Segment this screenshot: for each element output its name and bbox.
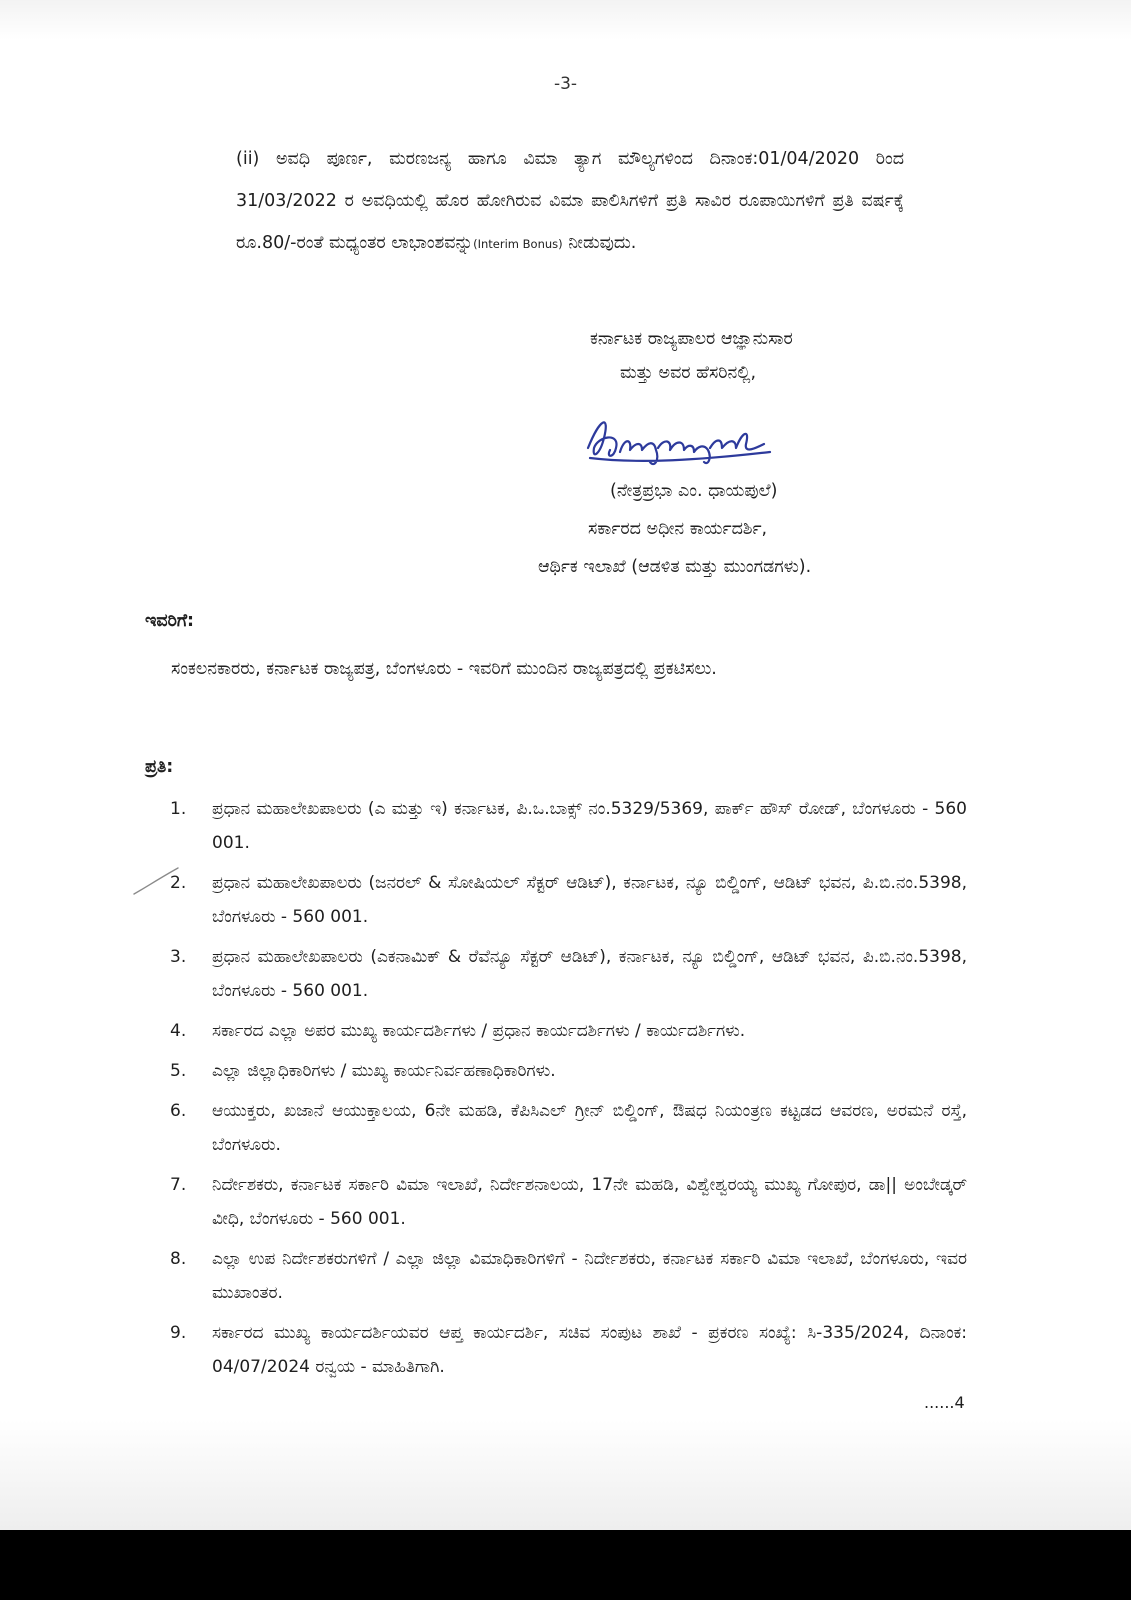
- copy-item-number: 6.: [170, 1101, 187, 1121]
- to-heading: ಇವರಿಗೆ:: [145, 611, 195, 631]
- to-text: ಸಂಕಲನಕಾರರು, ಕರ್ನಾಟಕ ರಾಜ್ಯಪತ್ರ, ಬೆಂಗಳೂರು - ಇವರಿಗೆ ಮುಂದಿನ ರಾಜ್ಯಪತ್ರದಲ್ಲಿ ಪ್ರಕಟಿಸಲು.: [171, 659, 717, 679]
- copy-list-item: [170, 1094, 970, 1162]
- copy-list-item: [170, 1316, 970, 1384]
- signatory-department: ಆರ್ಥಿಕ ಇಲಾಖೆ (ಆಡಳಿತ ಮತ್ತು ಮುಂಗಡಗಳು).: [538, 557, 812, 577]
- order-paragraph-text: (ii) ಅವಧಿ ಪೂರ್ಣ, ಮರಣಜನ್ಯ ಹಾಗೂ ವಿಮಾ ತ್ಯಾಗ ಮೌಲ್ಯಗಳಿಂದ ದಿನಾಂಕ:01/04/2020 ರಿಂದ 31/03/2022 ರ ಅವಧಿಯಲ್ಲಿ ಹೊರ ಹೋಗಿರುವ ವಿಮಾ ಪಾಲಿಸಿಗಳಿಗೆ ಪ್ರತಿ ಸಾವಿರ ರೂಪಾಯಿಗಳಿಗೆ ಪ್ರತಿ ವರ್ಷಕ್ಕೆ ರೂ.80/-ರಂತೆ ಮಧ್ಯಂತರ ಲಾಭಾಂಶವನ್ನು: [236, 149, 904, 253]
- copy-item-number: 3.: [170, 947, 187, 967]
- copy-list-item: [170, 792, 970, 860]
- copy-heading: ಪ್ರತಿ:: [145, 757, 174, 777]
- copy-list-item: [170, 1014, 970, 1048]
- copy-item-number: 8.: [170, 1249, 187, 1269]
- copy-list: [170, 792, 970, 1390]
- copy-item-number: 5.: [170, 1061, 187, 1081]
- order-paragraph-english-term: (Interim Bonus): [473, 237, 563, 251]
- copy-list-item: [170, 1054, 970, 1088]
- copy-item-text: ಎಲ್ಲಾ ಉಪ ನಿರ್ದೇಶಕರುಗಳಿಗೆ / ಎಲ್ಲಾ ಜಿಲ್ಲಾ ವಿಮಾಧಿಕಾರಿಗಳಿಗೆ - ನಿರ್ದೇಶಕರು, ಕರ್ನಾಟಕ ಸರ್ಕಾರಿ ವಿಮಾ ಇಲಾಖೆ, ಬೆಂಗಳೂರು, ಇವರ ಮುಖಾಂತರ.: [212, 1249, 967, 1303]
- copy-item-number: 9.: [170, 1323, 187, 1343]
- signatory-name: (ನೇತ್ರಪ್ರಭಾ ಎಂ. ಧಾಯಪುಲೆ): [610, 481, 778, 501]
- copy-item-text: ನಿರ್ದೇಶಕರು, ಕರ್ನಾಟಕ ಸರ್ಕಾರಿ ವಿಮಾ ಇಲಾಖೆ, ನಿರ್ದೇಶನಾಲಯ, 17ನೇ ಮಹಡಿ, ವಿಶ್ವೇಶ್ವರಯ್ಯ ಮುಖ್ಯ ಗೋಪುರ, ಡಾ|| ಅಂಬೇಡ್ಕರ್ ವೀಧಿ, ಬೆಂಗಳೂರು - 560 001.: [212, 1175, 967, 1229]
- copy-list-item: [170, 1242, 970, 1310]
- copy-item-number: 2.: [170, 873, 187, 893]
- continued-marker: ......4: [924, 1393, 965, 1412]
- copy-item-text: ಪ್ರಧಾನ ಮಹಾಲೇಖಪಾಲರು (ಜನರಲ್ & ಸೋಷಿಯಲ್ ಸೆಕ್ಟರ್ ಆಡಿಟ್), ಕರ್ನಾಟಕ, ನ್ಯೂ ಬಿಲ್ಡಿಂಗ್, ಆಡಿಟ್ ಭವನ, ಪಿ.ಬಿ.ನಂ.5398, ಬೆಂಗಳೂರು - 560 001.: [212, 873, 967, 927]
- scan-bottom-border: [0, 1530, 1131, 1600]
- authority-line: ಕರ್ನಾಟಕ ರಾಜ್ಯಪಾಲರ ಆಜ್ಞಾನುಸಾರ: [590, 329, 793, 349]
- copy-item-text: ಎಲ್ಲಾ ಜಿಲ್ಲಾಧಿಕಾರಿಗಳು / ಮುಖ್ಯ ಕಾರ್ಯನಿರ್ವಹಣಾಧಿಕಾರಿಗಳು.: [212, 1061, 556, 1081]
- page-number: -3-: [553, 74, 578, 94]
- signatory-designation: ಸರ್ಕಾರದ ಅಧೀನ ಕಾರ್ಯದರ್ಶಿ,: [588, 519, 768, 539]
- authority-line-2: ಮತ್ತು ಅವರ ಹೆಸರಿನಲ್ಲಿ,: [620, 363, 757, 383]
- copy-item-text: ಪ್ರಧಾನ ಮಹಾಲೇಖಪಾಲರು (ಎಕನಾಮಿಕ್ & ರೆವೆನ್ಯೂ ಸೆಕ್ಟರ್ ಆಡಿಟ್), ಕರ್ನಾಟಕ, ನ್ಯೂ ಬಿಲ್ಡಿಂಗ್, ಆಡಿಟ್ ಭವನ, ಪಿ.ಬಿ.ನಂ.5398, ಬೆಂಗಳೂರು - 560 001.: [212, 947, 967, 1001]
- copy-item-number: 7.: [170, 1175, 187, 1195]
- copy-item-text: ಸರ್ಕಾರದ ಮುಖ್ಯ ಕಾರ್ಯದರ್ಶಿಯವರ ಆಪ್ತ ಕಾರ್ಯದರ್ಶಿ, ಸಚಿವ ಸಂಪುಟ ಶಾಖೆ - ಪ್ರಕರಣ ಸಂಖ್ಯೆ: ಸಿ-335/2024, ದಿನಾಂಕ: 04/07/2024 ರನ್ವಯ - ಮಾಹಿತಿಗಾಗಿ.: [212, 1323, 967, 1377]
- copy-item-text: ಸರ್ಕಾರದ ಎಲ್ಲಾ ಅಪರ ಮುಖ್ಯ ಕಾರ್ಯದರ್ಶಿಗಳು / ಪ್ರಧಾನ ಕಾರ್ಯದರ್ಶಿಗಳು / ಕಾರ್ಯದರ್ಶಿಗಳು.: [212, 1021, 746, 1041]
- copy-item-text: ಪ್ರಧಾನ ಮಹಾಲೇಖಪಾಲರು (ಎ ಮತ್ತು ಇ) ಕರ್ನಾಟಕ, ಪಿ.ಒ.ಬಾಕ್ಸ್ ನಂ.5329/5369, ಪಾರ್ಕ್ ಹೌಸ್ ರೋಡ್, ಬೆಂಗಳೂರು - 560 001.: [212, 799, 967, 853]
- handwritten-signature: [580, 408, 800, 472]
- copy-list-item: [170, 1168, 970, 1236]
- copy-list-item: [170, 866, 970, 934]
- copy-item-number: 1.: [170, 799, 187, 819]
- order-paragraph-ending: ನೀಡುವುದು.: [562, 233, 637, 253]
- copy-item-number: 4.: [170, 1021, 187, 1041]
- copy-list-item: [170, 940, 970, 1008]
- order-paragraph: [236, 138, 904, 265]
- copy-item-text: ಆಯುಕ್ತರು, ಖಜಾನೆ ಆಯುಕ್ತಾಲಯ, 6ನೇ ಮಹಡಿ, ಕೆಪಿಸಿಎಲ್ ಗ್ರೀನ್ ಬಿಲ್ಡಿಂಗ್, ಔಷಧ ನಿಯಂತ್ರಣ ಕಟ್ಟಡದ ಆವರಣ, ಅರಮನೆ ರಸ್ತೆ, ಬೆಂಗಳೂರು.: [212, 1101, 967, 1155]
